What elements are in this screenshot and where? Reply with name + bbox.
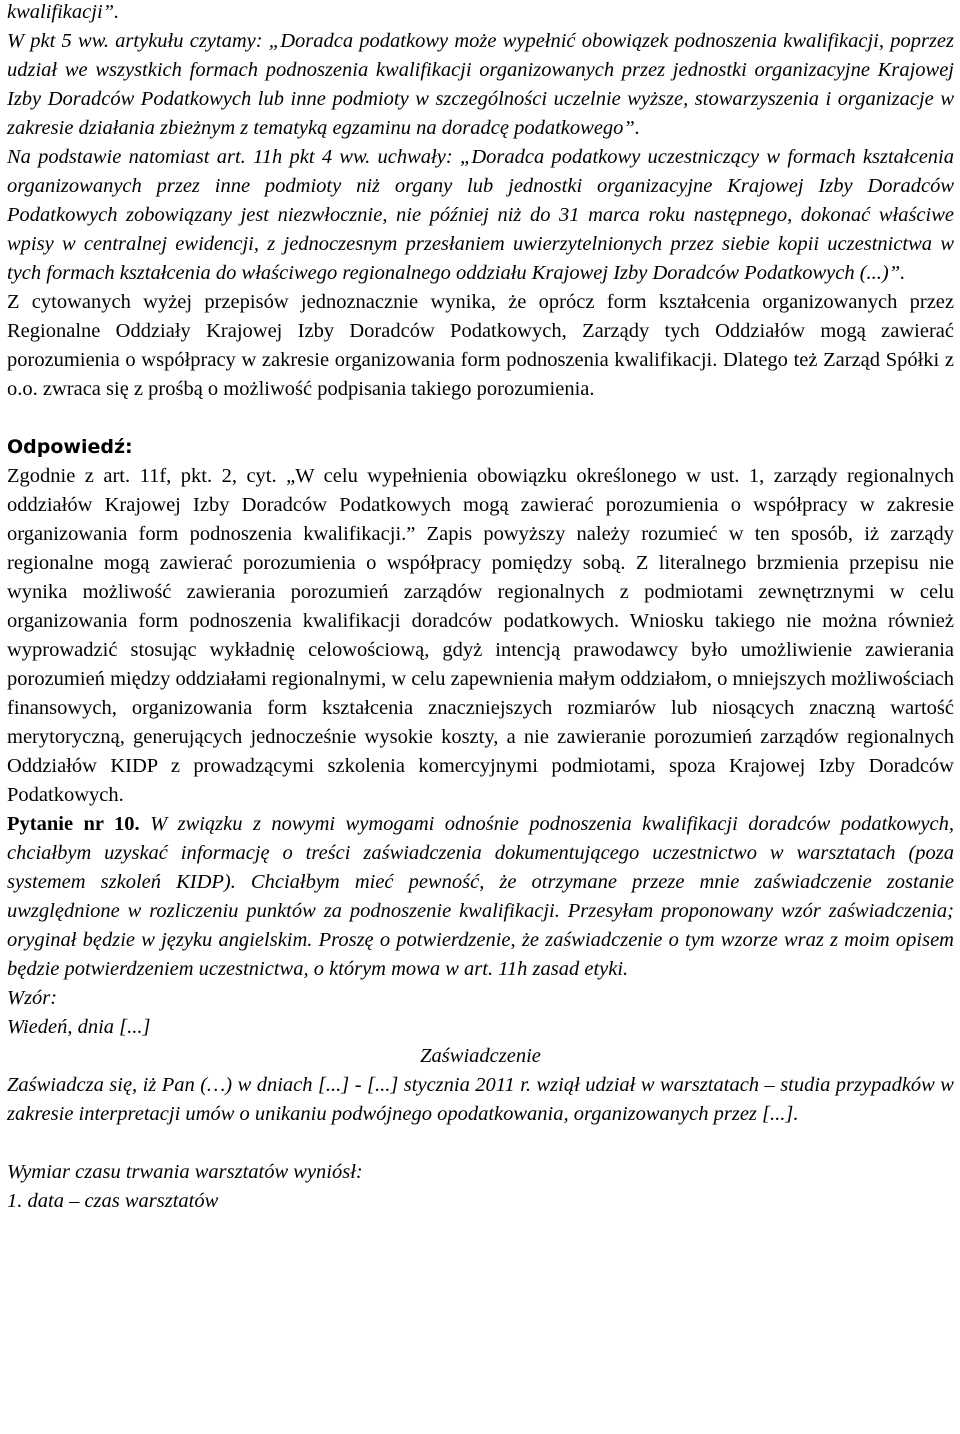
paragraph-answer: Zgodnie z art. 11f, pkt. 2, cyt. „W celu wypełnienia obowiązku określonego w ust. 1, zarządy regionalnych oddziałów Krajowej Izby Doradców Podatkowych mogą zawierać porozumienia o współpracy w zakresie organizowania form podnoszenia kwalifikacji.” Zapis powyższy należy rozumieć w ten sposób, iż zarządy regionalne mogą zawierać porozumienia o współpracy pomiędzy sobą. Z literalnego brzmienia przepisu nie wynika możliwość zawierania porozumień zarządów regionalnych z podmiotami zewnętrznymi w celu organizowania form podnoszenia kwalifikacji doradców podatkowych. Wniosku takiego nie można również wyprowadzić stosując wykładnię celowościową, gdyż intencją prawodawcy było umożliwienie zawierania porozumień między oddziałami regionalnymi, w celu zapewnienia małym oddziałom, o mniejszych możliwościach finansowych, organizowania form kształcenia znaczniejszych rozmiarów lub niosących znaczną wartość merytoryczną, generujących jednocześnie wysokie koszty, a nie zawieranie porozumień zarządów regionalnych Oddziałów KIDP z prowadzącymi szkolenia komercyjnymi podmiotami, spoza Krajowej Izby Doradców Podatkowych. [7,465,954,806]
answer-heading: Odpowiedź: [7,436,133,458]
certificate-text: Zaświadcza się, iż Pan (…) w dniach [...] - [...] stycznia 2011 r. wziął udział w warsztatach – studia przypadków w zakresie interpretacji umów o unikaniu podwójnego opodatkowania, organizowanych przez [...]. [7,1074,954,1125]
template-place-date: Wiedeń, dnia [...] [7,1016,151,1038]
line-kwalifikacji: kwalifikacji”. [7,1,120,23]
paragraph-cytowanych: Z cytowanych wyżej przepisów jednoznacznie wynika, że oprócz form kształcenia organizowanych przez Regionalne Oddziały Krajowej Izby Doradców Podatkowych, Zarządy tych Oddziałów mogą zawierać porozumienia o współpracy w zakresie organizowania form podnoszenia kwalifikacji. Dlatego też Zarząd Spółki z o.o. zwraca się z prośbą o możliwość podpisania takiego porozumienia. [7,291,954,400]
paragraph-pkt5: W pkt 5 ww. artykułu czytamy: „Doradca podatkowy może wypełnić obowiązek podnoszenia kwalifikacji, poprzez udział we wszystkich formach podnoszenia kwalifikacji organizowanych przez jednostki organizacyjne Krajowej Izby Doradców Podatkowych lub inne podmioty w szczególności uczelnie wyższe, stowarzyszenia i organizacje w zakresie działania zbieżnym z tematyką egzaminu na doradcę podatkowego”. [7,30,954,139]
paragraph-question-10 [7,810,954,984]
spacer [7,404,954,433]
spacer [7,1129,954,1158]
paragraph-art-11h: Na podstawie natomiast art. 11h pkt 4 ww. uchwały: „Doradca podatkowy uczestniczący w formach kształcenia organizowanych przez inne podmioty niż organy lub jednostki organizacyjne Krajowej Izby Doradców Podatkowych zobowiązany jest niezwłocznie, nie później niż do 31 marca roku następnego, dokonać właściwe wpisy w centralnej ewidencji, z jednoczesnym przesłaniem uwierzytelnionych przez siebie kopii uczestnictwa w tych formach kształcenia do właściwego regionalnego oddziału Krajowej Izby Doradców Podatkowych (...)”. [7,146,954,284]
document-page [7,0,954,1216]
certificate-title: Zaświadczenie [420,1045,541,1067]
question-text: W związku z nowymi wymogami odnośnie podnoszenia kwalifikacji doradców podatkowych, chciałbym uzyskać informację o treści zaświadczenia dokumentującego uczestnictwo w warsztatach (poza systemem szkoleń KIDP). Chciałbym mieć pewność, że otrzymane przeze mnie zaświadczenie zostanie uwzględnione w rozliczeniu punktów za podnoszenie kwalifikacji. Przesyłam proponowany wzór zaświadczenia; oryginał będzie w języku angielskim. Proszę o potwierdzenie, że zaświadczenie o tym wzorze wraz z moim opisem będzie potwierdzeniem uczestnictwa, o którym mowa w art. 11h zasad etyki. [7,813,954,980]
question-label: Pytanie nr 10. [7,813,140,835]
template-label: Wzór: [7,987,58,1009]
duration-item: 1. data – czas warsztatów [7,1190,219,1212]
duration-label: Wymiar czasu trwania warsztatów wyniósł: [7,1161,363,1183]
